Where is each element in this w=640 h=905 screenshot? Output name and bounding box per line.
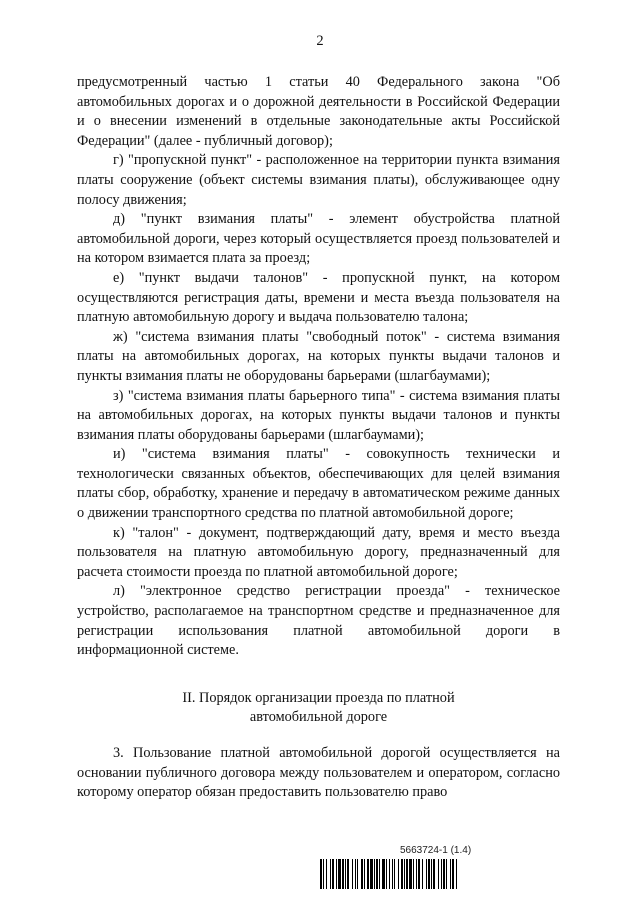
paragraph-definition-intro: предусмотренный частью 1 статьи 40 Федерального закона "Об автомобильных дорогах и о дорожной деятельности в Российской Федерации и о внесении изменений в отдельные законодательные акты Российской Федерации" (далее - публичный договор);	[77, 74, 560, 149]
paragraph-definition-i: и) "система взимания платы" - совокупность технически и технологически связанных объектов, обеспечивающих для целей взимания платы сбор, обработку, хранение и передачу в автоматическом режиме данных о движении транспортного средства по платной автомобильной дороге;	[77, 446, 560, 522]
section-heading	[77, 689, 560, 727]
barcode	[320, 859, 560, 889]
document-code: 5663724-1 (1.4)	[400, 845, 472, 856]
page-number: 2	[316, 33, 324, 49]
section-heading-line-2: автомобильной дороге	[249, 709, 388, 725]
paragraph-definition-g: г) "пропускной пункт" - расположенное на территории пункта взимания платы сооружение (объект системы взимания платы), обслуживающее одну полосу движения;	[77, 152, 560, 208]
paragraph-clause-3: 3. Пользование платной автомобильной дорогой осуществляется на основании публичного договора между пользователем и оператором, согласно которому оператор обязан предоставить пользователю право	[77, 745, 560, 801]
document-body	[77, 73, 560, 661]
section-heading-line-1: II. Порядок организации проезда по платной	[182, 690, 455, 706]
paragraph-definition-e: е) "пункт выдачи талонов" - пропускной пункт, на котором осуществляются регистрация даты, времени и места въезда пользователя на платную автомобильную дорогу и выдача пользователю талона;	[77, 269, 560, 326]
paragraph-definition-l: л) "электронное средство регистрации проезда" - техническое устройство, располагаемое на транспортном средстве и предназначенное для регистрации использования платной автомобильной дороги в информационной системе.	[77, 583, 560, 659]
section-body	[77, 744, 560, 803]
paragraph-definition-d: д) "пункт взимания платы" - элемент обустройства платной автомобильной дороги, через который осуществляется проезд пользователей и на котором взимается плата за проезд;	[77, 211, 560, 267]
paragraph-definition-k: к) "талон" - документ, подтверждающий дату, время и место въезда пользователя на платную автомобильную дорогу, предназначенный для расчета стоимости проезда по платной автомобильной дороге;	[77, 524, 560, 580]
paragraph-definition-z: з) "система взимания платы барьерного типа" - система взимания платы на автомобильных дорогах, на которых пункты выдачи талонов и пункты взимания платы оборудованы барьерами (шлагбаумами);	[77, 387, 560, 443]
paragraph-definition-zh: ж) "система взимания платы "свободный поток" - система взимания платы на автомобильных дорогах, на которых пункты выдачи талонов и пункты взимания платы не оборудованы барьерами (шлагбаумами);	[77, 328, 560, 384]
